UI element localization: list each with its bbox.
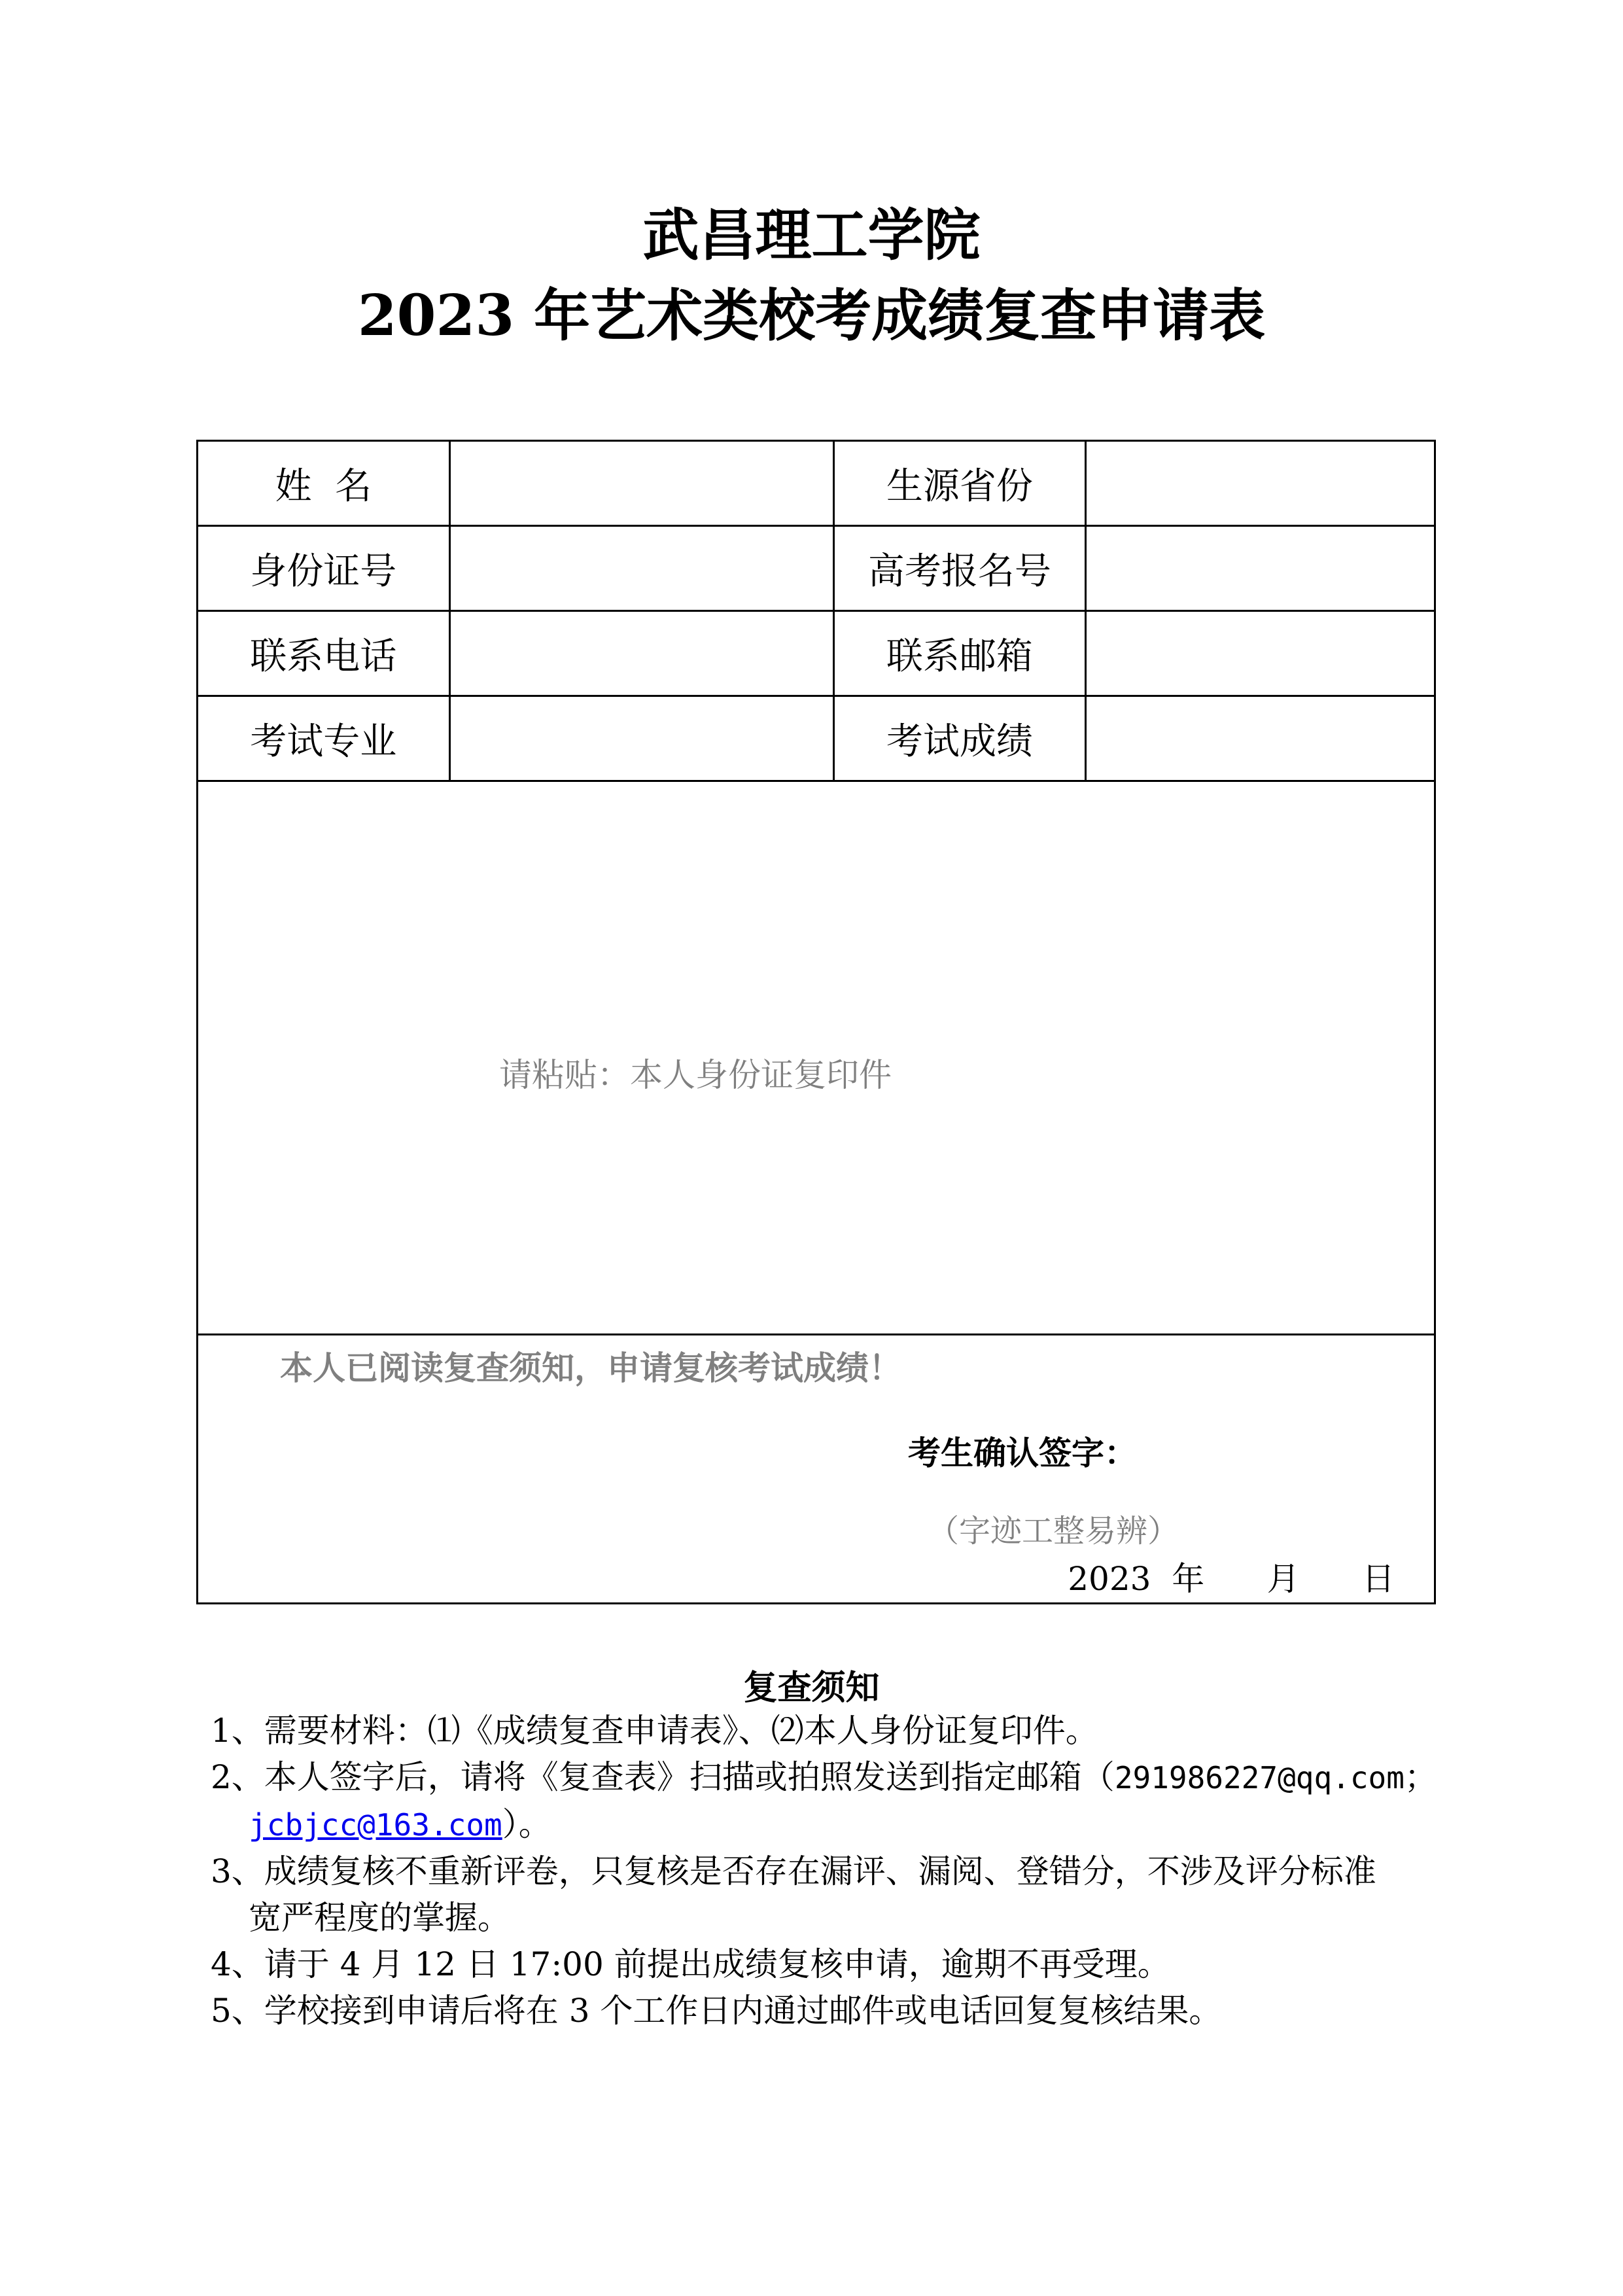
phone-label: 联系电话 bbox=[198, 611, 450, 696]
score-field[interactable] bbox=[1086, 696, 1435, 781]
notice-item-3: 3、成绩复核不重新评卷，只复核是否存在漏评、漏阅、登错分，不涉及评分标准 bbox=[211, 1852, 1376, 1890]
notice-item-2 bbox=[211, 1754, 1454, 1801]
application-form-table bbox=[196, 440, 1436, 1604]
school-name-title: 武昌理工学院 bbox=[642, 202, 981, 268]
qq-email-text: 291986227@qq.com bbox=[1114, 1760, 1405, 1795]
signature-hint: （字迹工整易辨） bbox=[928, 1513, 1179, 1549]
signature-area[interactable] bbox=[198, 1335, 1435, 1604]
province-field[interactable] bbox=[1086, 441, 1435, 526]
notice-item-2-cont bbox=[211, 1801, 1454, 1848]
name-field[interactable] bbox=[449, 441, 833, 526]
paste-instruction: 请粘贴：本人身份证复印件 bbox=[499, 1056, 892, 1094]
notice-list bbox=[211, 1708, 1454, 2034]
email-link[interactable]: jcbjcc@163.com bbox=[249, 1807, 502, 1843]
form-title: 2023 年艺术类校考成绩复查申请表 bbox=[357, 283, 1266, 349]
email-separator: ； bbox=[1404, 1758, 1437, 1796]
major-field[interactable] bbox=[449, 696, 833, 781]
notice-item-3-cont: 宽严程度的掌握。 bbox=[249, 1899, 510, 1937]
notice-item-1: 1、需要材料：⑴《成绩复查申请表》、⑵本人身份证复印件。 bbox=[211, 1712, 1098, 1750]
id-copy-paste-area bbox=[198, 781, 1435, 1335]
notice-item-5: 5、学校接到申请后将在 3 个工作日内通过邮件或电话回复复核结果。 bbox=[211, 1992, 1222, 2030]
notice-item-2-end: ）。 bbox=[502, 1805, 551, 1843]
notice-item-4: 4、请于 4 月 12 日 17:00 前提出成绩复核申请，逾期不再受理。 bbox=[211, 1945, 1170, 1983]
name-label: 姓 名 bbox=[198, 441, 450, 526]
id-number-label: 身份证号 bbox=[198, 526, 450, 611]
form-row-exam bbox=[198, 696, 1435, 781]
score-label: 考试成绩 bbox=[833, 696, 1086, 781]
form-row-name bbox=[198, 441, 1435, 526]
form-row-contact bbox=[198, 611, 1435, 696]
email-label: 联系邮箱 bbox=[833, 611, 1086, 696]
email-field[interactable] bbox=[1086, 611, 1435, 696]
province-label: 生源省份 bbox=[833, 441, 1086, 526]
form-row-id bbox=[198, 526, 1435, 611]
notice-item-2-text: 2、本人签字后，请将《复查表》扫描或拍照发送到指定邮箱（ bbox=[211, 1758, 1115, 1796]
signature-statement: 本人已阅读复查须知，申请复核考试成绩！ bbox=[280, 1349, 901, 1387]
major-label: 考试专业 bbox=[198, 696, 450, 781]
phone-field[interactable] bbox=[449, 611, 833, 696]
exam-registration-field[interactable] bbox=[1086, 526, 1435, 611]
id-number-field[interactable] bbox=[449, 526, 833, 611]
notice-title: 复查须知 bbox=[743, 1668, 880, 1708]
signature-date: 2023 年 月 日 bbox=[1068, 1560, 1395, 1598]
form-row-paste bbox=[198, 781, 1435, 1335]
signature-label: 考生确认签字： bbox=[908, 1434, 1137, 1472]
exam-registration-label: 高考报名号 bbox=[833, 526, 1086, 611]
form-row-signature bbox=[198, 1335, 1435, 1604]
